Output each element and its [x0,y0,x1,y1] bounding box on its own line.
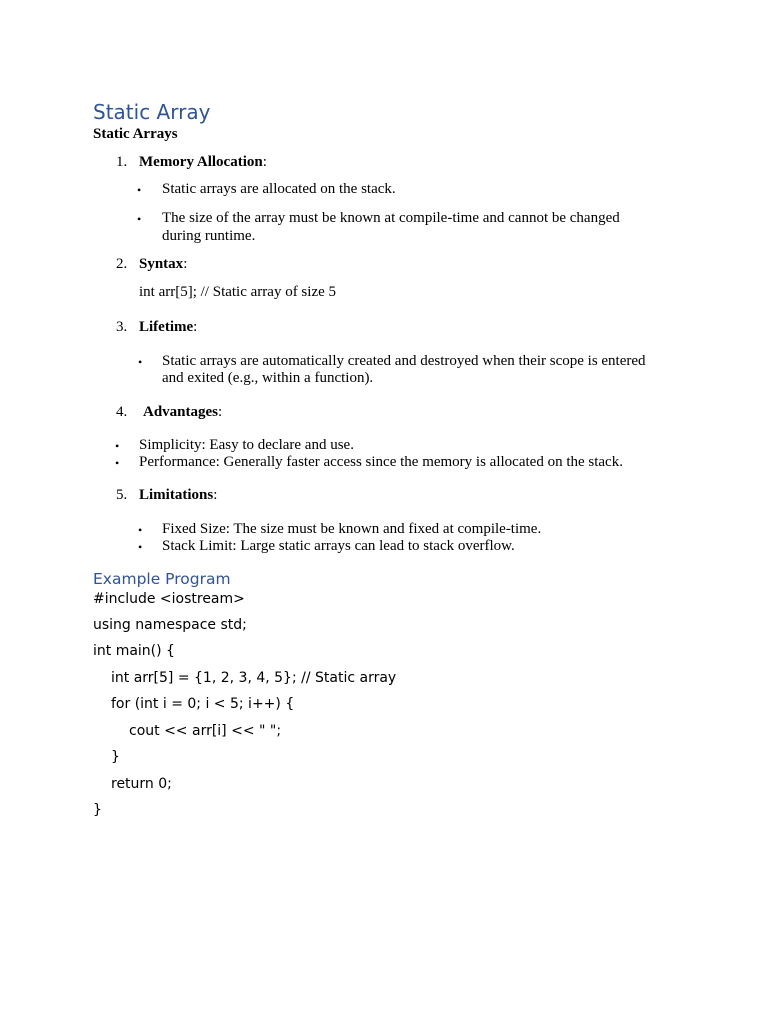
page-subtitle: Static Arrays [93,126,178,142]
bullet-text-continuation: and exited (e.g., within a function). [162,370,374,386]
bullet-text: Performance: Generally faster access since the memory is allocated on the stack. [139,454,623,470]
section-number: 3. [116,319,128,335]
code-line: using namespace std; [93,617,247,633]
section-number: 1. [116,154,128,170]
syntax-example: int arr[5]; // Static array of size 5 [139,284,337,300]
code-line: #include <iostream> [93,591,245,607]
bullet-icon: • [115,456,120,470]
code-line: } [111,749,120,765]
bullet-icon: • [137,183,142,197]
page-title: Static Array [93,100,211,124]
section-heading: Syntax [139,256,184,272]
example-heading: Example Program [93,570,231,588]
code-line: for (int i = 0; i < 5; i++) { [111,696,295,712]
section-heading-line [139,154,267,171]
section-heading-line [139,487,217,504]
section-number: 5. [116,487,128,503]
section-heading-suffix: : [218,404,223,420]
section-heading-suffix: : [213,487,218,503]
bullet-icon: • [138,355,143,369]
code-line: cout << arr[i] << " "; [129,723,282,739]
section-number: 2. [116,256,128,272]
section-heading: Limitations [139,487,214,503]
code-line: int arr[5] = {1, 2, 3, 4, 5}; // Static array [111,670,397,686]
bullet-icon: • [137,212,142,226]
code-line: int main() { [93,643,175,659]
section-heading-line [139,256,187,273]
bullet-text: Static arrays are allocated on the stack. [162,181,396,197]
section-heading-line [143,404,222,421]
bullet-icon: • [138,523,143,537]
bullet-icon: • [115,439,120,453]
section-heading-suffix: : [262,154,267,170]
section-heading-suffix: : [193,319,198,335]
section-heading-line [139,319,197,336]
section-number: 4. [116,404,128,420]
code-line: return 0; [111,776,172,792]
bullet-icon: • [138,540,143,554]
bullet-text: Fixed Size: The size must be known and fixed at compile-time. [162,521,542,537]
bullet-text: The size of the array must be known at compile-time and cannot be changed [162,210,620,226]
section-heading: Memory Allocation [139,154,263,170]
code-line: } [93,802,102,818]
bullet-text: Simplicity: Easy to declare and use. [139,437,354,453]
bullet-text: Stack Limit: Large static arrays can lead to stack overflow. [162,538,515,554]
bullet-text: Static arrays are automatically created and destroyed when their scope is entered [162,353,646,369]
section-heading: Advantages [143,404,219,420]
bullet-text-continuation: during runtime. [162,228,256,244]
section-heading-suffix: : [183,256,188,272]
section-heading: Lifetime [139,319,194,335]
